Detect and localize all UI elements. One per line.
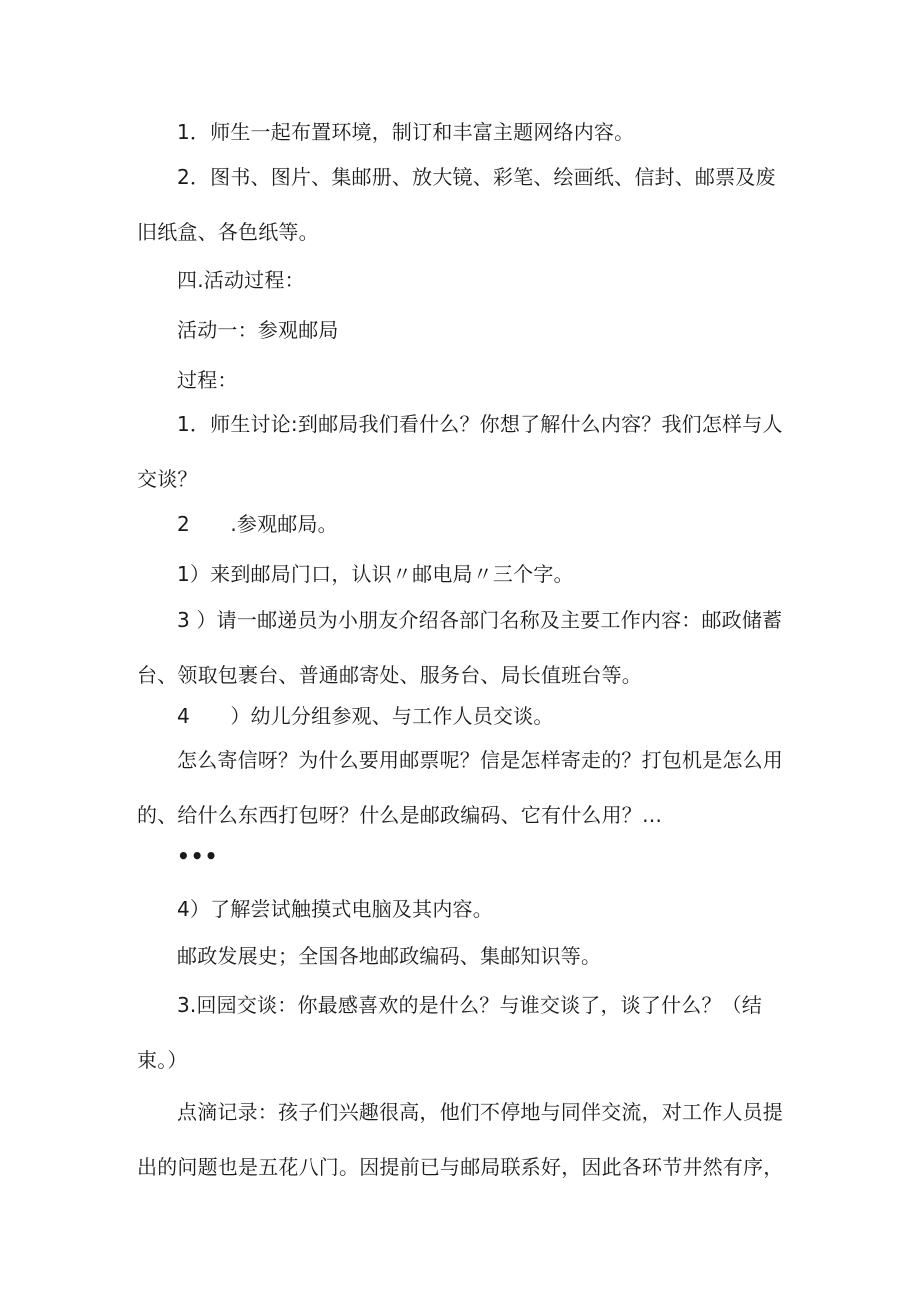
- paragraph-questions: 怎么寄信呀？为什么要用邮票呢？信是怎样寄走的？打包机是怎么用的、给什么东西打包呀？什么是邮政编码、它有什么用？…: [137, 748, 783, 827]
- section-heading-activity-process: 四.活动过程：: [177, 268, 305, 292]
- paragraph-return-talk: 3.回园交谈：你最感喜欢的是什么？与谁交谈了，谈了什么？（结束。）: [137, 993, 763, 1072]
- process-label: 过程：: [177, 368, 238, 392]
- paragraph-introduction: 3 ）请一邮递员为小朋友介绍各部门名称及主要工作内容：邮政储蓄台、领取包裹台、普通邮寄处、服务台、局长值班台等。: [137, 608, 783, 687]
- paragraph-history: 邮政发展史；全国各地邮政编码、集邮知识等。: [177, 944, 602, 968]
- paragraph-group-visit: 4 ）幼儿分组参观、与工作人员交谈。: [177, 704, 554, 728]
- ellipsis-marker: •••: [177, 844, 219, 868]
- paragraph-prep-1: 1．师生一起布置环境，制订和丰富主题网络内容。: [177, 120, 635, 144]
- paragraph-prep-2: 2．图书、图片、集邮册、放大镜、彩笔、绘画纸、信封、邮票及废旧纸盒、各色纸等。: [137, 165, 776, 244]
- paragraph-visit: 2 .参观邮局。: [177, 512, 338, 536]
- activity-title: 活动一：参观邮局: [177, 318, 339, 342]
- paragraph-entrance: 1）来到邮局门口，认识〃邮电局〃三个字。: [177, 562, 574, 586]
- paragraph-touch-screen: 4）了解尝试触摸式电脑及其内容。: [177, 897, 493, 921]
- paragraph-discussion: 1．师生讨论:到邮局我们看什么？你想了解什么内容？我们怎样与人交谈？: [137, 412, 783, 491]
- paragraph-record: 点滴记录：孩子们兴趣很高，他们不停地与同伴交流，对工作人员提出的问题也是五花八门。因提前已与邮局联系好，因此各环节井然有序，: [137, 1100, 784, 1179]
